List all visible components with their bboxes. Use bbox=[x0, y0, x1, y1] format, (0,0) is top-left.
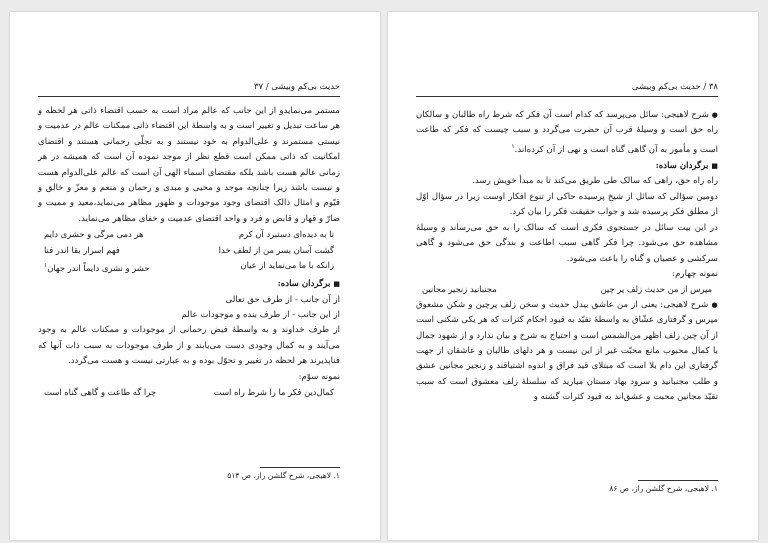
left-gloss-line-2: از این جانب - از طرف بنده و موجودات عالم bbox=[181, 310, 340, 321]
bullet-circle-icon: ● bbox=[711, 111, 718, 119]
left-heading-simple-translation: ■ برگردان ساده: bbox=[277, 279, 340, 290]
verse-line bbox=[38, 243, 340, 258]
footnote-marker: ۱ bbox=[511, 142, 515, 150]
bullet-square-icon: ■ bbox=[711, 161, 718, 171]
verse-hemistich-left: مجنبانید زنجیر مجانین bbox=[422, 284, 497, 295]
right-page bbox=[388, 12, 758, 540]
right-footnote-rule bbox=[638, 480, 718, 481]
verse-hemistich-right: تا به دیده‌ای دستبرد آن کرم bbox=[238, 229, 334, 240]
footnote-marker: ۱ bbox=[44, 262, 48, 270]
verse-hemistich-left: چرا گه طاعت و گاهی گناه است bbox=[44, 387, 157, 398]
right-paragraph-1: ● شرح لاهیجی: سائل می‌پرسد که کدام است آن فکر که شرط راه طالبان و سالکان راه حق است و وسیلهٔ قرب آن حضرت می‌گردد و سبب چیست که فکر که طاعت است و مأمور به آن گاهی گناه است و نهی از آن کرده‌اند.$^۱$ bbox=[416, 110, 718, 155]
left-page-body bbox=[38, 104, 340, 401]
left-page bbox=[10, 12, 380, 540]
left-sample-title: نمونه سوّم: bbox=[298, 371, 340, 382]
verse-hemistich-right: کمال‌دین فکر ما را شرط راه است bbox=[213, 387, 334, 398]
verse-hemistich-left: فهم اسرار بقا اندر فنا bbox=[44, 244, 120, 255]
right-paragraph-3: دومین سؤالی که سائل از شیخ پرسیده حاکی از تنوع افکار اوست زیرا در سؤال اوّل از مطلق فکر پرسیده شد و جواب حقیقت فکر را بیان کرد. bbox=[416, 191, 718, 218]
verse-hemistich-right: مپرس از من حدیث زلف پر چین bbox=[600, 284, 712, 295]
verse-line bbox=[38, 227, 340, 242]
verse-hemistich-right: زانکه با ما می‌نماید از عیان bbox=[240, 260, 334, 271]
right-paragraph-4: در این بیت سائل در جستجوی فکری است که سالک را به حق می‌رساند و وسیلهٔ مشاهده حق می‌شود. چرا فکر گاهی سبب اطاعت و بندگی حق می‌شود و گاهی سرکشی و عصیان و گناه را باعث می‌شود. bbox=[416, 222, 718, 264]
right-paragraph-2: راه راه حق، راهی که سالک طی طریق می‌کند تا به مبدأ خویش رسد. bbox=[472, 176, 718, 187]
left-footnote-rule bbox=[260, 467, 340, 468]
left-paragraph-2: از طرف خداوند و به واسطهٔ فیض رحمانی از موجودات و ممکنات عالم به وجود می‌آیند و به کمال وجودی دست می‌یابند و از طرف موجودات به سبب ذات آنها که فناپذیرند هر لحظه در تغییر و تحوّل بوده و به عبارتی نیست و هست می‌گردد. bbox=[38, 325, 340, 367]
bullet-circle-icon: ● bbox=[711, 300, 719, 309]
right-verse bbox=[416, 282, 718, 297]
bullet-square-icon: ■ bbox=[333, 279, 340, 289]
right-page-header: ۳۸ / حدیث بی‌کم وبیشی bbox=[631, 82, 718, 92]
verse-hemistich-left: حشر و نشری دایماً اندر جهان$^۱$ bbox=[44, 262, 150, 273]
verse-line bbox=[38, 258, 340, 276]
right-heading-simple-translation: ■ برگردان ساده: bbox=[655, 161, 718, 172]
left-footnote: ۱. لاهیجی، شرح گلشن راز، ص ۵۱۴ bbox=[227, 471, 340, 480]
left-verse-final bbox=[38, 385, 340, 400]
left-paragraph-1: مستمر می‌نمایدو از این جانب که عالم مراد است به حسب اقتضاء ذاتی هر لحظه و هر ساعت تبدیل و تغییر است و به واسطهٔ این اقتضاء ذاتی ممکنات عالم در عدمیت و نیستی مستمرند و علی‌الدوام به خود نیستند و به تجلّی رحمانی هستند و اقتضای امکانیت که ذاتی ممکن است قطع نظر از موجد نموده آن است که همیشه در هر زمانی عالم هست باشد بلکه مقتضای اسماء الهی آن است که عالم علی‌الدوام هست و نیست باشد زیرا چنانچه موجد و محیی و مبدی و رحمان و منعم و معزّ و خالق و قیّوم و امثال ذالک اقتضای وجود موجودات و ظهور مظاهر می‌نماید،معید و ممیت و ضارّ و قهار و قابض و فرد و واحد اقتضای عدمیت و خفای مظاهر می‌نماید. bbox=[38, 106, 340, 224]
left-verse-block bbox=[38, 227, 340, 276]
left-gloss-line-1: از آن جانب - از طرف حق تعالی bbox=[225, 294, 340, 305]
verse-hemistich-right: گشت آسان بسر من از لطف خدا bbox=[218, 244, 334, 255]
right-page-body bbox=[416, 108, 718, 406]
right-paragraph-5: ● شرح لاهیجی: یعنی از من عاشق بیدل حدیث و سخن زلف پرچین و شکن مشعوق مپرس و گرفتاری عشّاق به واسطهٔ تقیّد به قیود احکام کثرات که هر یکی شکنی است از آن چین زلف اظهر من‌الشمس است و احتیاج به شرح و بیان ندارد و از شهود جمال با کمال محبوب مانع محبّت غیر از این نیست و هر دلهای طالبان و عاشقان از جهت گرفتاری این دام بلا است که مبتلای قید فراق و اندوه اشتیاقند و زنجیر مجانین عشق و طلب مجنبانید و سرود بهاد مستان میارید که سلسلهٔ زلف معشوق است که سبب تقیّد مجانین محبت و عشق‌اند به قیود کثرات گشته و bbox=[416, 299, 719, 403]
verse-hemistich-left: هر دمی مرگی و حشری دایم bbox=[44, 229, 144, 240]
right-footnote: ۱. لاهیجی، شرح گلشن راز، ص ۸۶ bbox=[609, 484, 718, 493]
left-header-rule bbox=[38, 96, 340, 97]
left-page-header: حدیث بی‌کم وبیشی / ۳۷ bbox=[253, 82, 340, 92]
right-sample-title: نمونه چهارم: bbox=[672, 268, 718, 279]
right-header-rule bbox=[416, 96, 718, 97]
